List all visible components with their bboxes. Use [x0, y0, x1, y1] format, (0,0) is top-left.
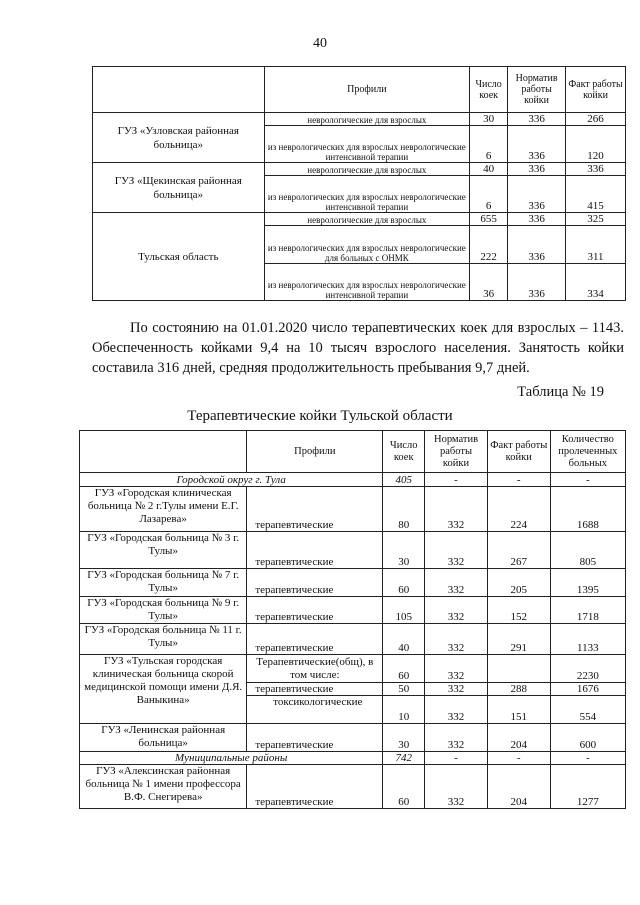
org-name: ГУЗ «Городская больница № 7 г. Тулы» [80, 569, 247, 597]
profile-cell: неврологические для взрослых [264, 113, 470, 126]
body-paragraph: По состоянию на 01.01.2020 число терапевтических коек для взрослых – 1143. Обеспеченность койками 9,4 на 10 тысяч взрослого населения. Занятость койки составила 316 дней, средняя продолжительность пребывания 9,7 дней. [92, 320, 624, 376]
header-beds: Число коек [383, 431, 425, 473]
table-row [80, 655, 626, 683]
norm-cell: 332 [425, 765, 488, 809]
table-caption: Терапевтические койки Тульской области [187, 408, 453, 424]
org-name: ГУЗ «Тульская городская клиническая больница скорой медицинской помощи имени Д.Я. Ваныкина» [80, 655, 247, 724]
profile-cell: терапевтические [247, 765, 383, 809]
profile-cell: терапевтические [247, 487, 383, 532]
treated-cell: 1133 [550, 624, 625, 655]
therapy-beds-table [79, 430, 626, 809]
beds-cell: 80 [383, 487, 425, 532]
table-row [80, 569, 626, 597]
norm-cell: 336 [508, 264, 566, 301]
profile-cell: Терапевтические(общ), в том числе: [247, 655, 383, 683]
fact-cell: 224 [487, 487, 550, 532]
norm-cell: 336 [508, 226, 566, 264]
norm-cell: - [425, 752, 488, 765]
treated-cell: 1277 [550, 765, 625, 809]
page-number: 40 [313, 36, 327, 51]
section-row [80, 752, 626, 765]
neuro-beds-table [92, 66, 626, 301]
profile-cell: из неврологических для взрослых неврологические для больных с ОНМК [264, 226, 470, 264]
norm-cell: 332 [425, 696, 488, 724]
norm-cell: 332 [425, 655, 488, 683]
treated-cell: 1718 [550, 597, 625, 624]
org-name: ГУЗ «Городская больница № 11 г. Тулы» [80, 624, 247, 655]
profile-cell: из неврологических для взрослых неврологические интенсивной терапии [264, 126, 470, 163]
profile-cell: неврологические для взрослых [264, 163, 470, 176]
fact-cell: 336 [566, 163, 626, 176]
treated-cell: 1688 [550, 487, 625, 532]
beds-cell: 60 [383, 569, 425, 597]
section-row [80, 473, 626, 487]
treated-cell: 554 [550, 696, 625, 724]
treated-cell: - [550, 752, 625, 765]
fact-cell: 120 [566, 126, 626, 163]
beds-cell: 742 [383, 752, 425, 765]
beds-cell: 6 [470, 126, 508, 163]
norm-cell: 332 [425, 724, 488, 752]
table-header-row [80, 431, 626, 473]
norm-cell: 336 [508, 163, 566, 176]
treated-cell: 1395 [550, 569, 625, 597]
norm-cell: 336 [508, 213, 566, 226]
beds-cell: 30 [383, 532, 425, 569]
beds-cell: 6 [470, 176, 508, 213]
header-treated: Количество пролеченных больных [550, 431, 625, 473]
fact-cell: - [487, 752, 550, 765]
beds-cell: 50 [383, 683, 425, 696]
fact-cell: 267 [487, 532, 550, 569]
beds-cell: 60 [383, 765, 425, 809]
table-row [80, 624, 626, 655]
norm-cell: 336 [508, 126, 566, 163]
fact-cell: 334 [566, 264, 626, 301]
fact-cell: 204 [487, 724, 550, 752]
beds-cell: 30 [470, 113, 508, 126]
profile-cell: терапевтические [247, 724, 383, 752]
fact-cell: 152 [487, 597, 550, 624]
fact-cell: 204 [487, 765, 550, 809]
profile-cell: токсикологические [247, 696, 383, 724]
profile-cell: терапевтические [247, 569, 383, 597]
norm-cell: 332 [425, 624, 488, 655]
fact-cell: 325 [566, 213, 626, 226]
fact-cell: 151 [487, 696, 550, 724]
fact-cell [487, 655, 550, 683]
beds-cell: 40 [383, 624, 425, 655]
org-name: ГУЗ «Щекинская районная больница» [93, 163, 265, 213]
fact-cell: 205 [487, 569, 550, 597]
norm-cell: 332 [425, 532, 488, 569]
table-row [80, 724, 626, 752]
fact-cell: 311 [566, 226, 626, 264]
fact-cell: 288 [487, 683, 550, 696]
table-row [80, 765, 626, 809]
fact-cell: 415 [566, 176, 626, 213]
norm-cell: 336 [508, 113, 566, 126]
norm-cell: 332 [425, 569, 488, 597]
beds-cell: 40 [470, 163, 508, 176]
norm-cell: 332 [425, 597, 488, 624]
beds-cell: 655 [470, 213, 508, 226]
beds-cell: 222 [470, 226, 508, 264]
profile-cell: терапевтические [247, 597, 383, 624]
profile-cell: из неврологических для взрослых неврологические интенсивной терапии [264, 264, 470, 301]
header-norm: Норматив работы койки [508, 67, 566, 113]
profile-cell: терапевтические [247, 624, 383, 655]
profile-cell: из неврологических для взрослых неврологические интенсивной терапии [264, 176, 470, 213]
table-header-row [93, 67, 626, 113]
beds-cell: 36 [470, 264, 508, 301]
table-number: Таблица № 19 [517, 384, 604, 400]
table-row [80, 487, 626, 532]
fact-cell: - [487, 473, 550, 487]
profile-cell: терапевтические [247, 532, 383, 569]
treated-cell: 600 [550, 724, 625, 752]
fact-cell: 266 [566, 113, 626, 126]
org-name: Тульская область [93, 213, 265, 301]
header-profile: Профили [247, 431, 383, 473]
org-name: ГУЗ «Алексинская районная больница № 1 имени профессора В.Ф. Снегирева» [80, 765, 247, 809]
section-name: Муниципальные районы [80, 752, 383, 765]
treated-cell: 2230 [550, 655, 625, 683]
org-name: ГУЗ «Городская больница № 3 г. Тулы» [80, 532, 247, 569]
profile-cell: неврологические для взрослых [264, 213, 470, 226]
header-norm: Норматив работы койки [425, 431, 488, 473]
org-name: ГУЗ «Ленинская районная больница» [80, 724, 247, 752]
org-name: ГУЗ «Городская больница № 9 г. Тулы» [80, 597, 247, 624]
norm-cell: 332 [425, 487, 488, 532]
norm-cell: 332 [425, 683, 488, 696]
beds-cell: 105 [383, 597, 425, 624]
profile-cell: терапевтические [247, 683, 383, 696]
header-fact: Факт работы койки [566, 67, 626, 113]
table-row [80, 532, 626, 569]
header-fact: Факт работы койки [487, 431, 550, 473]
org-name: ГУЗ «Узловская районная больница» [93, 113, 265, 163]
norm-cell: 336 [508, 176, 566, 213]
treated-cell: - [550, 473, 625, 487]
beds-cell: 405 [383, 473, 425, 487]
section-name: Городской округ г. Тула [80, 473, 383, 487]
fact-cell: 291 [487, 624, 550, 655]
treated-cell: 805 [550, 532, 625, 569]
org-name: ГУЗ «Городская клиническая больница № 2 г.Тулы имени Е.Г. Лазарева» [80, 487, 247, 532]
norm-cell: - [425, 473, 488, 487]
table-row [80, 597, 626, 624]
table-row [93, 163, 626, 176]
beds-cell: 10 [383, 696, 425, 724]
header-beds: Число коек [470, 67, 508, 113]
table-row [93, 113, 626, 126]
beds-cell: 30 [383, 724, 425, 752]
beds-cell: 60 [383, 655, 425, 683]
table-row [93, 213, 626, 226]
header-profile: Профили [264, 67, 470, 113]
treated-cell: 1676 [550, 683, 625, 696]
